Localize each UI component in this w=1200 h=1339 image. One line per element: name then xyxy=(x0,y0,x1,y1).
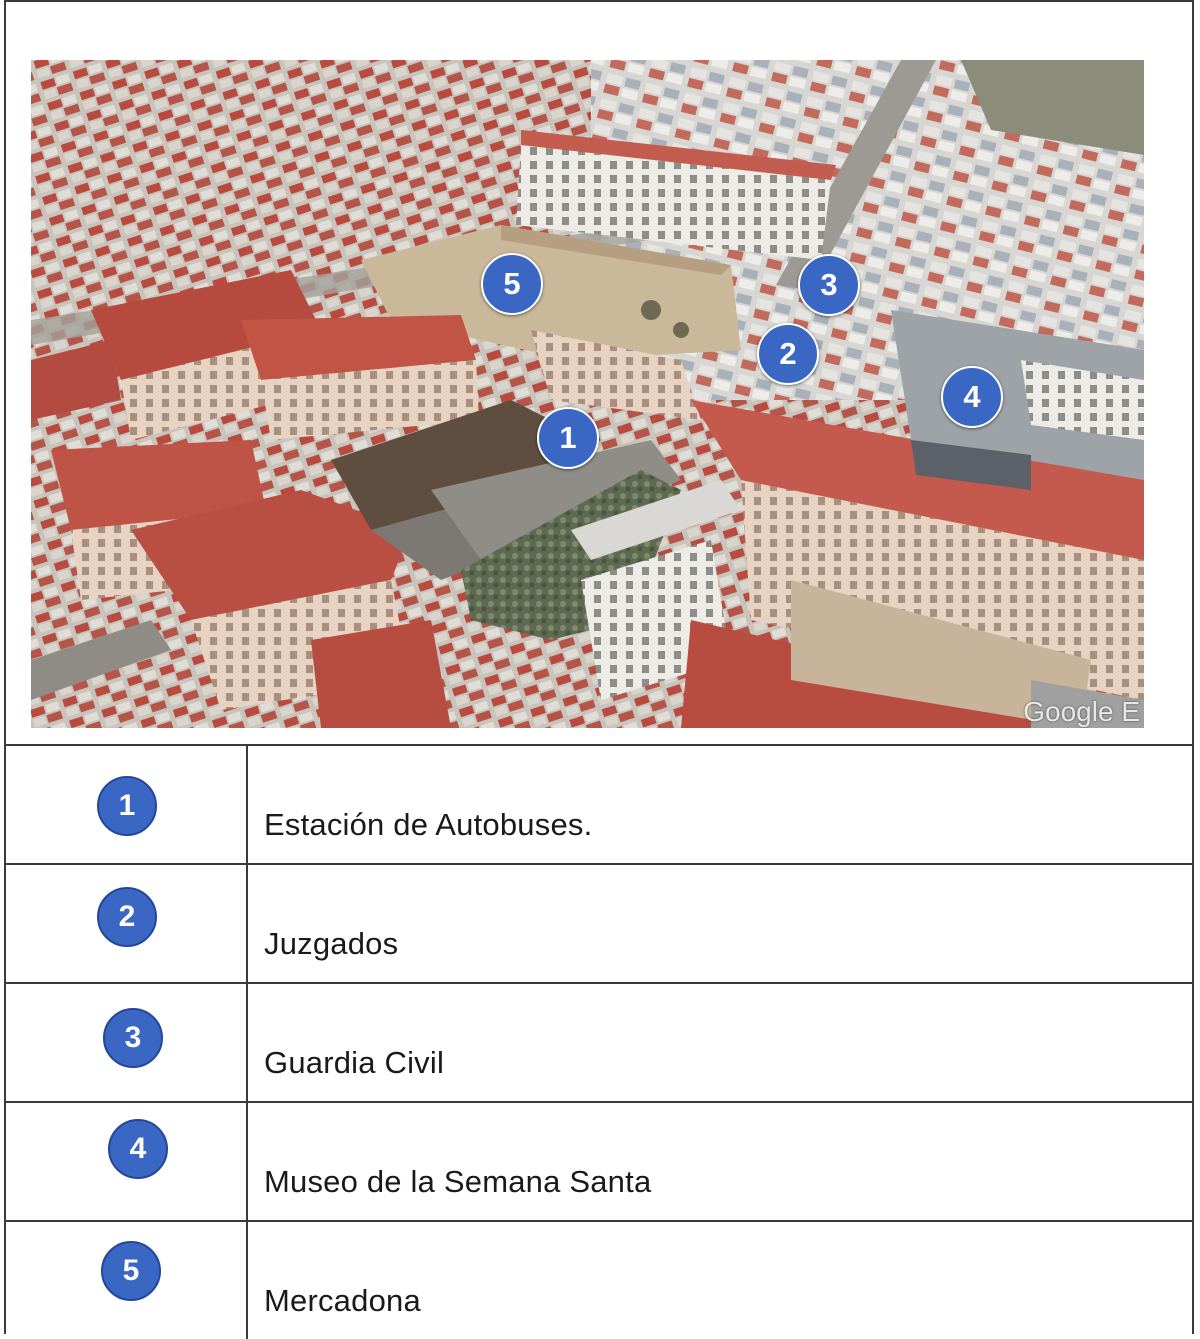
legend-number-cell xyxy=(6,1103,248,1220)
map-marker-1[interactable]: 1 xyxy=(537,407,599,469)
legend-row xyxy=(6,865,1192,984)
legend-number-cell xyxy=(6,984,248,1101)
legend-badge-1: 1 xyxy=(97,776,157,836)
legend-badge-4: 4 xyxy=(108,1119,168,1179)
legend-table xyxy=(6,746,1192,1339)
legend-row xyxy=(6,746,1192,865)
legend-label: Museo de la Semana Santa xyxy=(264,1164,652,1199)
legend-label: Estación de Autobuses. xyxy=(264,807,593,842)
legend-badge-5: 5 xyxy=(101,1241,161,1301)
legend-label-cell xyxy=(248,1103,1192,1220)
map-marker-4[interactable]: 4 xyxy=(941,366,1003,428)
legend-label: Mercadona xyxy=(264,1283,421,1318)
legend-label-cell xyxy=(248,1222,1192,1339)
map-watermark: Google E xyxy=(1023,696,1140,727)
legend-badge-3: 3 xyxy=(103,1008,163,1068)
map-marker-5[interactable]: 5 xyxy=(481,253,543,315)
legend-label: Guardia Civil xyxy=(264,1045,445,1080)
legend-row xyxy=(6,1222,1192,1339)
aerial-map-image xyxy=(31,60,1144,728)
photo-cell xyxy=(6,2,1192,746)
document-sheet xyxy=(4,0,1194,1334)
legend-label: Juzgados xyxy=(264,926,399,961)
map-marker-3[interactable]: 3 xyxy=(798,254,860,316)
legend-number-cell xyxy=(6,746,248,863)
legend-row xyxy=(6,984,1192,1103)
legend-label-cell xyxy=(248,865,1192,982)
legend-number-cell xyxy=(6,1222,248,1339)
legend-badge-2: 2 xyxy=(97,887,157,947)
legend-number-cell xyxy=(6,865,248,982)
map-marker-2[interactable]: 2 xyxy=(757,323,819,385)
legend-label-cell xyxy=(248,984,1192,1101)
legend-label-cell xyxy=(248,746,1192,863)
legend-row xyxy=(6,1103,1192,1222)
